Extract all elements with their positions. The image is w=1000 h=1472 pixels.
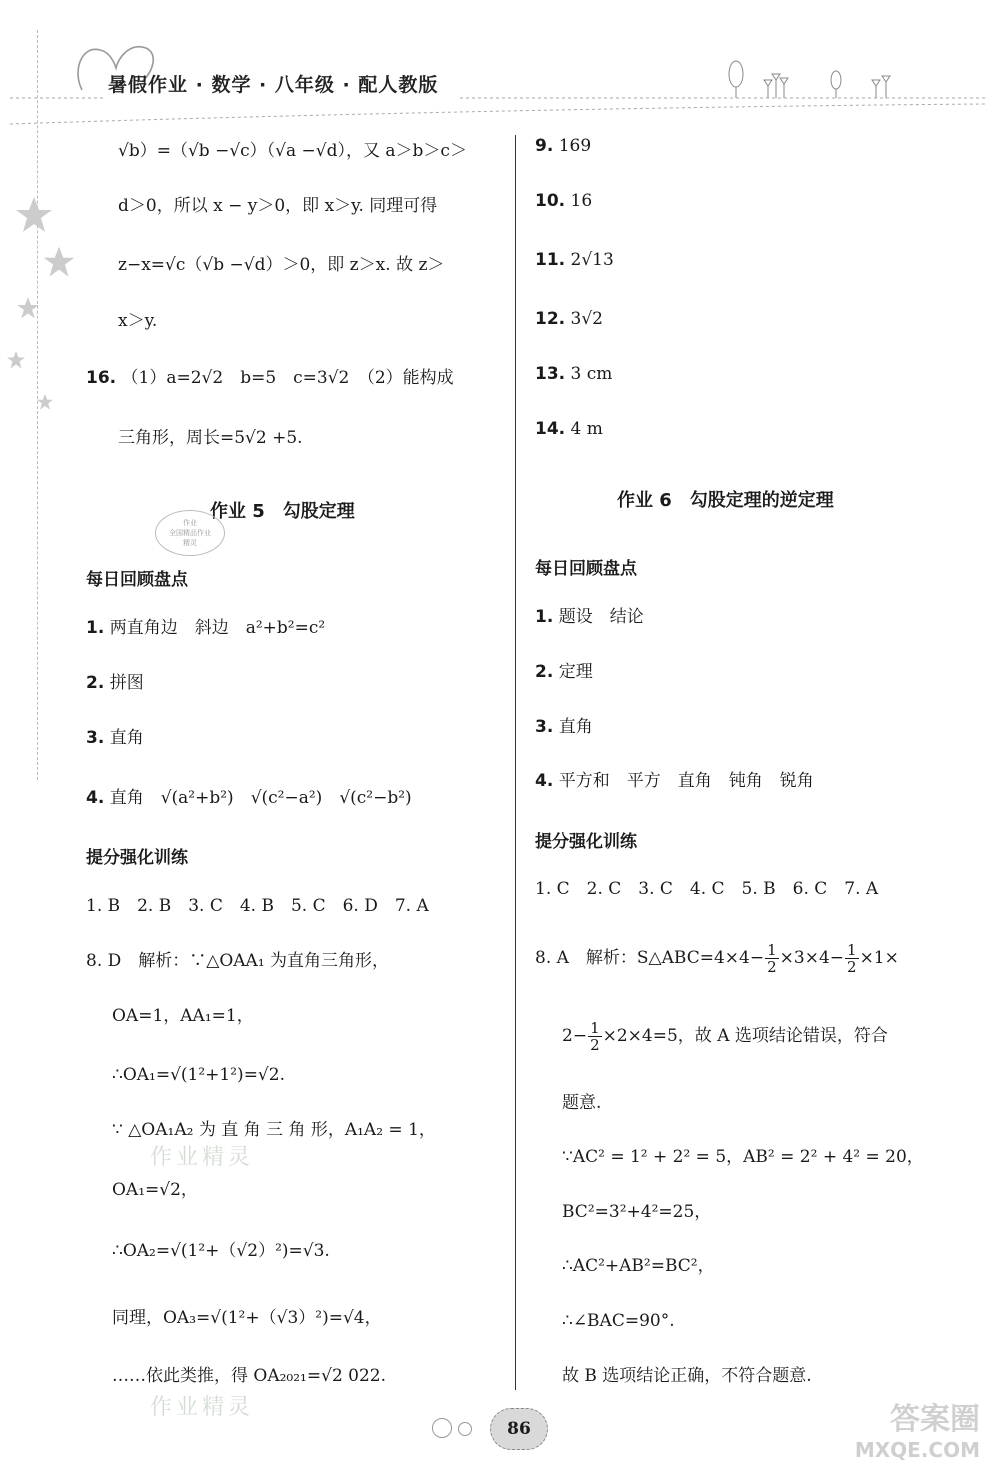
item-number: 13. [535, 364, 566, 384]
item-number: 1. [86, 618, 105, 638]
list-item [535, 366, 612, 383]
fraction-numerator: 1 [767, 940, 777, 959]
watermark-text: 作业精灵 [150, 1395, 255, 1420]
item-number: 2. [86, 673, 105, 693]
stamp-text: 精灵 [183, 539, 197, 547]
question-16 [86, 370, 454, 387]
list-item [86, 675, 144, 692]
item-number: 3. [535, 717, 554, 737]
fraction-numerator: 1 [590, 1018, 600, 1037]
text-segment: 2− [562, 1026, 588, 1046]
column-divider [515, 135, 516, 1390]
plants-decoration-icon [720, 58, 910, 100]
text-line: √b）=（√b −√c）（√a −√d），又 a＞b＞c＞ [118, 141, 467, 161]
text-segment: S△ABC=4×4− [636, 948, 765, 968]
list-item [86, 620, 325, 637]
stamp-text: 作业 [183, 519, 197, 527]
item-text: 16 [570, 191, 593, 211]
star-icon [14, 195, 54, 235]
text-line: OA=1，AA₁=1， [112, 1006, 254, 1026]
text-line: ∴OA₁=√(1²+1²)=√2. [112, 1065, 285, 1085]
text-line: d＞0，所以 x − y＞0，即 x＞y. 同理可得 [118, 196, 438, 216]
text-segment: 8. A 解析： [535, 948, 637, 968]
text-line: z−x=√c（√b −√d）＞0，即 z＞x. 故 z＞ [118, 255, 445, 275]
text-line: BC²=3²+4²=25， [562, 1202, 712, 1222]
circle-decoration-icon [458, 1422, 472, 1436]
watermark-url-text: MXQE.COM [854, 1438, 980, 1462]
item-number: 10. [535, 191, 566, 211]
circle-decoration-icon [432, 1418, 452, 1438]
item-text: 直角 [558, 717, 593, 737]
list-item [535, 609, 644, 626]
question-8-line [562, 1018, 888, 1054]
text-line: 故 B 选项结论正确，不符合题意. [562, 1366, 812, 1386]
item-number: 12. [535, 309, 566, 329]
section-title-6: 作业 6 勾股定理的逆定理 [617, 490, 834, 511]
list-item [535, 138, 591, 155]
item-text: 3√2 [570, 309, 603, 329]
item-text: 直角 √(a²+b²) √(c²−a²) √(c²−b²) [109, 788, 412, 808]
item-number: 9. [535, 136, 554, 156]
fraction-numerator: 1 [847, 940, 857, 959]
fraction-denominator: 2 [590, 1036, 600, 1054]
text-line: x＞y. [118, 311, 158, 331]
text-line: ……依此类推，得 OA₂₀₂₁=√2 022. [112, 1366, 387, 1386]
answers-line: 1. C 2. C 3. C 4. C 5. B 6. C 7. A [535, 879, 879, 899]
list-item [86, 730, 144, 747]
text-line: ∵ △OA₁A₂ 为 直 角 三 角 形，A₁A₂ = 1， [112, 1120, 436, 1140]
item-text: 169 [558, 136, 592, 156]
list-item [535, 421, 603, 438]
corner-watermark [855, 1394, 980, 1462]
text-line: ∵AC² = 1² + 2² = 5，AB² = 2² + 4² = 20， [562, 1147, 924, 1167]
fraction [765, 942, 779, 976]
fraction-denominator: 2 [847, 958, 857, 976]
item-number: 11. [535, 250, 566, 270]
item-text: 2√13 [570, 250, 614, 270]
train-title: 提分强化训练 [86, 848, 188, 868]
review-title: 每日回顾盘点 [86, 570, 188, 590]
header-dashed-line [10, 96, 985, 126]
text-line: ∴∠BAC=90°. [562, 1311, 675, 1331]
fraction [845, 942, 859, 976]
fraction [588, 1020, 602, 1054]
list-item [535, 719, 593, 736]
list-item [535, 773, 814, 790]
text-line: 8. D 解析：∵△OAA₁ 为直角三角形， [86, 951, 390, 971]
fraction-denominator: 2 [767, 958, 777, 976]
text-segment: ×2×4=5，故 A 选项结论错误，符合 [602, 1026, 888, 1046]
item-text: 拼图 [109, 673, 144, 693]
list-item [535, 252, 614, 269]
text-line: ∴OA₂=√(1²+（√2）²)=√3. [112, 1241, 330, 1261]
text-line: OA₁=√2， [112, 1180, 198, 1200]
star-icon [16, 296, 40, 320]
list-item [535, 311, 603, 328]
star-icon [6, 350, 26, 370]
item-text: 定理 [558, 662, 593, 682]
list-item [86, 790, 412, 807]
page-number: 86 [490, 1408, 548, 1450]
text-line: 同理，OA₃=√(1²+（√3）²)=√4， [112, 1308, 382, 1328]
text-line: ∴AC²+AB²=BC²， [562, 1256, 715, 1276]
star-icon [36, 393, 54, 411]
item-number: 2. [535, 662, 554, 682]
item-number: 3. [86, 728, 105, 748]
header-title: 暑假作业 · 数学 · 八年级 · 配人教版 [108, 74, 439, 96]
item-text: 题设 结论 [558, 607, 644, 627]
text-line: 三角形，周长=5√2 +5. [118, 428, 303, 448]
item-text: 4 m [570, 419, 603, 439]
answers-line: 1. B 2. B 3. C 4. B 5. C 6. D 7. A [86, 896, 429, 916]
item-number: 1. [535, 607, 554, 627]
list-item [535, 193, 592, 210]
item-text: 两直角边 斜边 a²+b²=c² [109, 618, 326, 638]
list-item [535, 664, 593, 681]
train-title: 提分强化训练 [535, 832, 637, 852]
stamp-logo [155, 510, 225, 556]
answer-text: （1）a=2√2 b=5 c=3√2 （2）能构成 [121, 368, 454, 388]
item-text: 直角 [109, 728, 144, 748]
item-number: 4. [86, 788, 105, 808]
text-segment: ×3×4− [779, 948, 845, 968]
stamp-text: 全国精品作业 [169, 529, 211, 537]
item-number: 14. [535, 419, 566, 439]
item-text: 3 cm [570, 364, 613, 384]
section-title-5: 作业 5 勾股定理 [210, 501, 355, 522]
question-number: 16. [86, 368, 117, 388]
item-number: 4. [535, 771, 554, 791]
star-icon [42, 245, 76, 279]
item-text: 平方和 平方 直角 钝角 锐角 [558, 771, 814, 791]
question-8-line [535, 940, 899, 976]
watermark-logo-text: 答案圈 [890, 1402, 980, 1437]
text-segment: ×1× [859, 948, 899, 968]
watermark-text: 作业精灵 [150, 1145, 255, 1170]
text-line: 题意. [562, 1093, 602, 1113]
review-title: 每日回顾盘点 [535, 559, 637, 579]
